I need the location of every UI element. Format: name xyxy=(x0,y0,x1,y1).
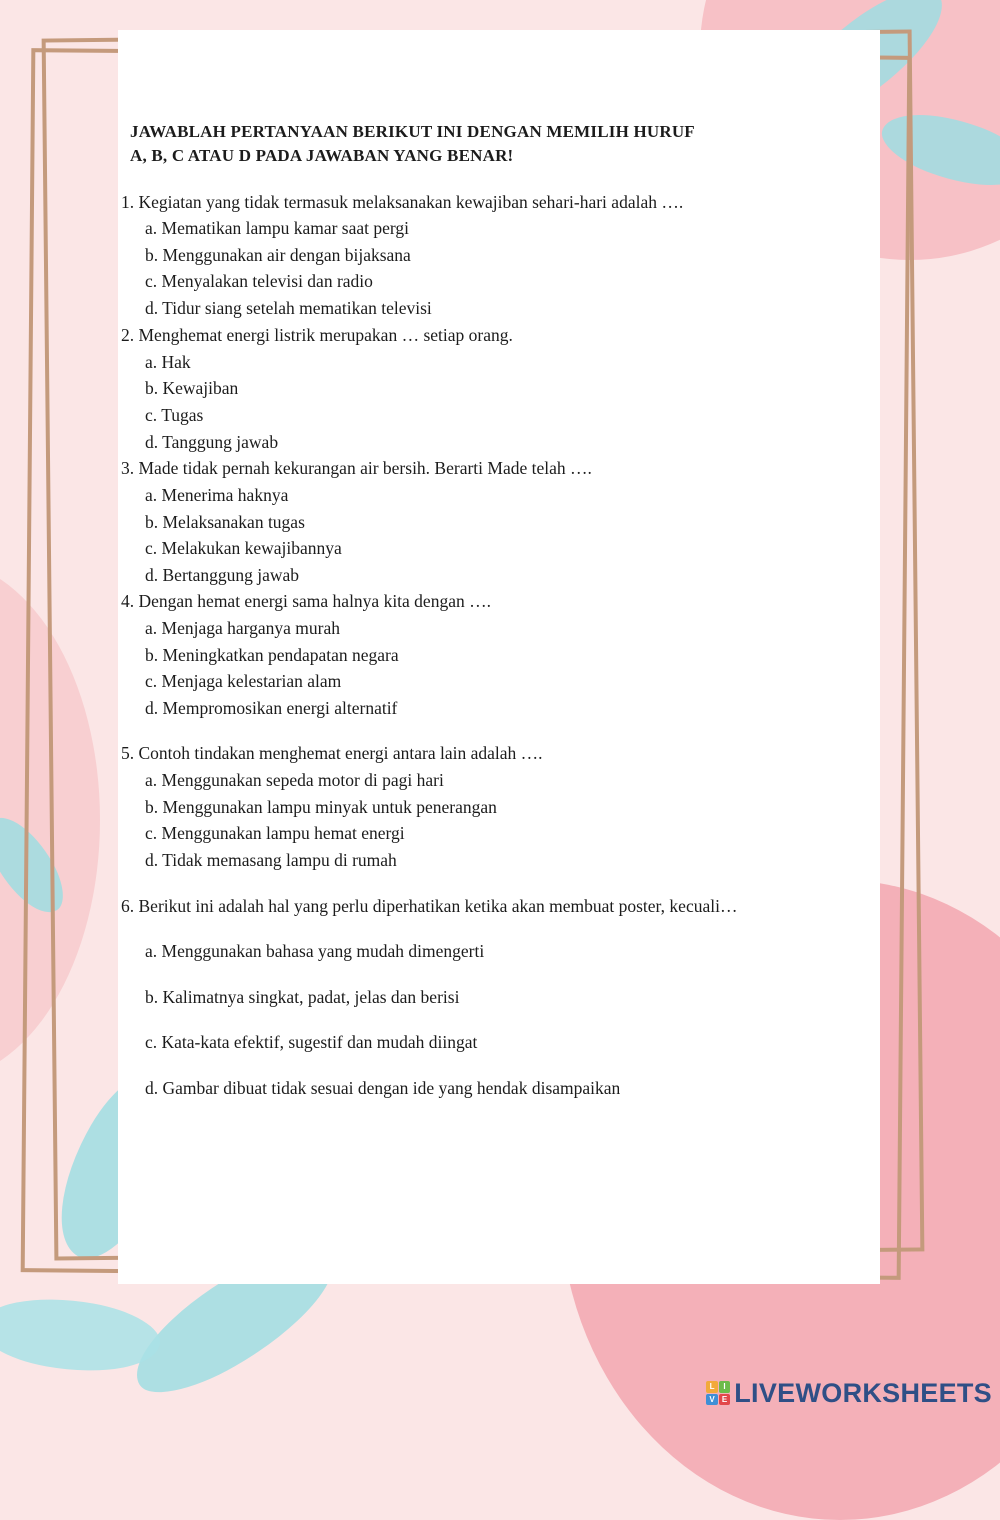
q3-option-c[interactable]: c. Melakukan kewajibannya xyxy=(145,538,342,558)
q5-option-a[interactable]: a. Menggunakan sepeda motor di pagi hari xyxy=(145,770,444,790)
q3-option-b[interactable]: b. Melaksanakan tugas xyxy=(145,512,305,532)
logo-letter-l: L xyxy=(706,1381,718,1393)
q1-option-c[interactable]: c. Menyalakan televisi dan radio xyxy=(145,271,373,291)
q5-option-d[interactable]: d. Tidak memasang lampu di rumah xyxy=(145,850,397,870)
question-6: 6. Berikut ini adalah hal yang perlu diperhatikan ketika akan membuat poster, kecuali… xyxy=(121,896,738,916)
q4-option-c[interactable]: c. Menjaga kelestarian alam xyxy=(145,671,342,691)
q2-option-a[interactable]: a. Hak xyxy=(145,352,191,372)
q2-option-c[interactable]: c. Tugas xyxy=(145,405,204,425)
q2-option-d[interactable]: d. Tanggung jawab xyxy=(145,432,279,452)
instruction-heading xyxy=(130,120,850,168)
q4-option-d[interactable]: d. Mempromosikan energi alternatif xyxy=(145,698,398,718)
q6-option-c[interactable]: c. Kata-kata efektif, sugestif dan mudah diingat xyxy=(145,1032,478,1052)
instruction-line-1: JAWABLAH PERTANYAAN BERIKUT INI DENGAN MEMILIH HURUF xyxy=(130,122,695,141)
q3-option-a[interactable]: a. Menerima haknya xyxy=(145,485,289,505)
q1-option-b[interactable]: b. Menggunakan air dengan bijaksana xyxy=(145,245,411,265)
q5-option-c[interactable]: c. Menggunakan lampu hemat energi xyxy=(145,823,405,843)
q1-option-d[interactable]: d. Tidur siang setelah mematikan televisi xyxy=(145,298,432,318)
q1-option-a[interactable]: a. Mematikan lampu kamar saat pergi xyxy=(145,218,410,238)
liveworksheets-logo-icon xyxy=(706,1381,730,1405)
q6-option-d[interactable]: d. Gambar dibuat tidak sesuai dengan ide yang hendak disampaikan xyxy=(145,1078,621,1098)
question-4: 4. Dengan hemat energi sama halnya kita dengan …. xyxy=(121,591,491,611)
q2-option-b[interactable]: b. Kewajiban xyxy=(145,378,239,398)
instruction-line-2: A, B, C ATAU D PADA JAWABAN YANG BENAR! xyxy=(130,146,514,165)
liveworksheets-brand[interactable] xyxy=(706,1379,992,1407)
question-1: 1. Kegiatan yang tidak termasuk melaksanakan kewajiban sehari-hari adalah …. xyxy=(121,192,684,212)
logo-letter-e: E xyxy=(719,1394,731,1406)
logo-letter-i: I xyxy=(719,1381,731,1393)
q4-option-a[interactable]: a. Menjaga harganya murah xyxy=(145,618,341,638)
q4-option-b[interactable]: b. Meningkatkan pendapatan negara xyxy=(145,645,399,665)
question-2: 2. Menghemat energi listrik merupakan … setiap orang. xyxy=(121,325,513,345)
question-5: 5. Contoh tindakan menghemat energi antara lain adalah …. xyxy=(121,743,543,763)
q6-option-a[interactable]: a. Menggunakan bahasa yang mudah dimengerti xyxy=(145,941,485,961)
q3-option-d[interactable]: d. Bertanggung jawab xyxy=(145,565,300,585)
worksheet-paper-extension xyxy=(560,190,880,1284)
logo-letter-v: V xyxy=(706,1394,718,1406)
brand-name: LIVEWORKSHEETS xyxy=(734,1377,992,1408)
question-3: 3. Made tidak pernah kekurangan air bersih. Berarti Made telah …. xyxy=(121,458,592,478)
q6-option-b[interactable]: b. Kalimatnya singkat, padat, jelas dan berisi xyxy=(145,987,460,1007)
q5-option-b[interactable]: b. Menggunakan lampu minyak untuk penerangan xyxy=(145,797,497,817)
